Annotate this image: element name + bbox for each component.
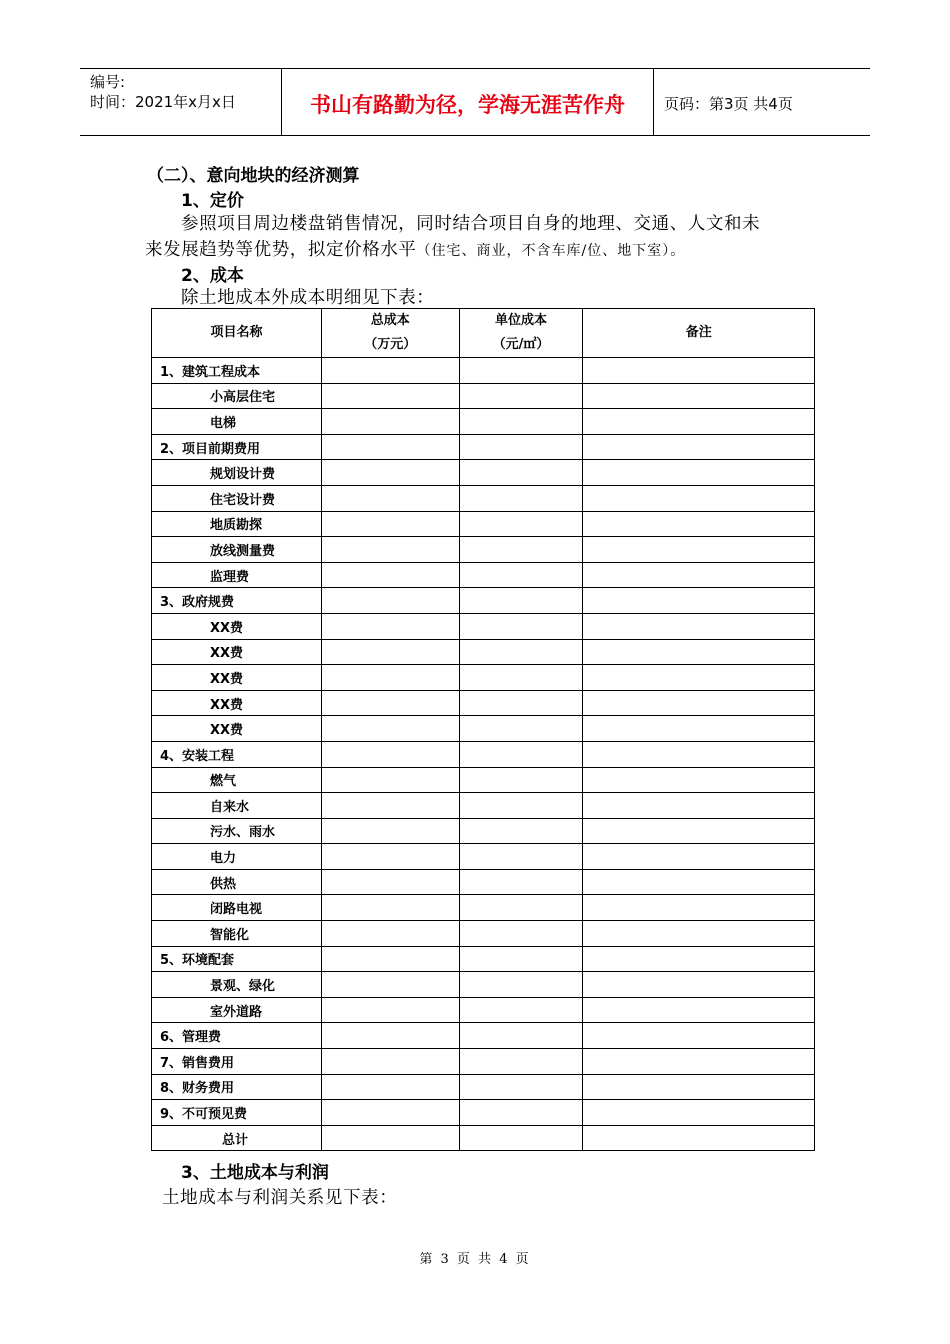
note-cell [583, 793, 815, 819]
unit-cost-cell [459, 639, 583, 665]
total-cost-cell [321, 1023, 459, 1049]
row-label: 1、建筑工程成本 [152, 358, 322, 384]
total-cost-cell [321, 383, 459, 409]
row-label: 地质勘探 [152, 511, 322, 537]
table-row [152, 460, 815, 486]
header-page-label: 页码：第3页 共4页 [664, 94, 793, 113]
land-heading: 3、土地成本与利润 [181, 1163, 329, 1183]
row-label: 智能化 [152, 921, 322, 947]
note-cell [583, 358, 815, 384]
table-row [152, 895, 815, 921]
unit-cost-cell [459, 690, 583, 716]
row-label: 自来水 [152, 793, 322, 819]
total-cost-cell [321, 537, 459, 563]
table-row [152, 716, 815, 742]
table-row [152, 1125, 815, 1151]
table-row [152, 921, 815, 947]
table-header-row [152, 309, 815, 358]
note-cell [583, 1074, 815, 1100]
note-cell [583, 1100, 815, 1126]
total-cost-cell [321, 895, 459, 921]
row-label: 供热 [152, 869, 322, 895]
note-cell [583, 690, 815, 716]
row-label: 污水、雨水 [152, 818, 322, 844]
row-label: 总计 [152, 1125, 322, 1151]
unit-cost-cell [459, 485, 583, 511]
table-row [152, 665, 815, 691]
table-row [152, 946, 815, 972]
unit-cost-cell [459, 741, 583, 767]
unit-cost-cell [459, 946, 583, 972]
page-footer: 第 3 页 共 4 页 [419, 1252, 531, 1267]
total-cost-cell [321, 997, 459, 1023]
note-cell [583, 434, 815, 460]
cost-table [151, 308, 815, 1151]
unit-cost-cell [459, 588, 583, 614]
total-cost-cell [321, 588, 459, 614]
row-label: XX费 [152, 716, 322, 742]
note-cell [583, 972, 815, 998]
table-row [152, 997, 815, 1023]
unit-cost-cell [459, 613, 583, 639]
row-label: 景观、绿化 [152, 972, 322, 998]
note-cell [583, 741, 815, 767]
unit-cost-cell [459, 358, 583, 384]
total-cost-cell [321, 716, 459, 742]
pricing-text-line2 [145, 236, 685, 261]
note-cell [583, 511, 815, 537]
total-cost-cell [321, 358, 459, 384]
row-label: 5、环境配套 [152, 946, 322, 972]
total-cost-cell [321, 1049, 459, 1075]
table-row [152, 1100, 815, 1126]
col-total-label: 总成本 [370, 313, 410, 328]
table-row [152, 358, 815, 384]
unit-cost-cell [459, 1100, 583, 1126]
total-cost-cell [321, 511, 459, 537]
unit-cost-cell [459, 1049, 583, 1075]
unit-cost-cell [459, 434, 583, 460]
row-label: 规划设计费 [152, 460, 322, 486]
total-cost-cell [321, 562, 459, 588]
total-cost-cell [321, 844, 459, 870]
row-label: 7、销售费用 [152, 1049, 322, 1075]
note-cell [583, 997, 815, 1023]
table-row [152, 562, 815, 588]
pricing-text-main: 来发展趋势等优势，拟定价格水平 [145, 240, 417, 260]
note-cell [583, 383, 815, 409]
row-label: 4、安装工程 [152, 741, 322, 767]
total-cost-cell [321, 409, 459, 435]
note-cell [583, 665, 815, 691]
row-label: 3、政府规费 [152, 588, 322, 614]
total-cost-cell [321, 741, 459, 767]
total-cost-cell [321, 793, 459, 819]
row-label: 住宅设计费 [152, 485, 322, 511]
table-row [152, 793, 815, 819]
table-row [152, 613, 815, 639]
total-cost-cell [321, 972, 459, 998]
note-cell [583, 921, 815, 947]
table-row [152, 972, 815, 998]
col-name-header: 项目名称 [152, 309, 322, 358]
row-label: 监理费 [152, 562, 322, 588]
table-row [152, 511, 815, 537]
cost-heading: 2、成本 [181, 266, 244, 286]
row-label: 小高层住宅 [152, 383, 322, 409]
table-row [152, 434, 815, 460]
row-label: 2、项目前期费用 [152, 434, 322, 460]
unit-cost-cell [459, 972, 583, 998]
note-cell [583, 946, 815, 972]
row-label: 室外道路 [152, 997, 322, 1023]
note-cell [583, 588, 815, 614]
note-cell [583, 537, 815, 563]
section-title: （二）、意向地块的经济测算 [147, 166, 360, 186]
table-row [152, 741, 815, 767]
note-cell [583, 460, 815, 486]
col-unit-label: 单位成本 [495, 313, 548, 328]
page-header [80, 68, 870, 136]
header-motto: 书山有路勤为径，学海无涯苦作舟 [282, 69, 654, 135]
unit-cost-cell [459, 460, 583, 486]
row-label: 9、不可预见费 [152, 1100, 322, 1126]
row-label: 8、财务费用 [152, 1074, 322, 1100]
unit-cost-cell [459, 818, 583, 844]
table-row [152, 588, 815, 614]
table-row [152, 869, 815, 895]
col-note-header: 备注 [583, 309, 815, 358]
unit-cost-cell [459, 716, 583, 742]
table-row [152, 1023, 815, 1049]
total-cost-cell [321, 869, 459, 895]
note-cell [583, 767, 815, 793]
total-cost-cell [321, 1074, 459, 1100]
cost-intro: 除土地成本外成本明细见下表： [181, 288, 435, 308]
total-cost-cell [321, 485, 459, 511]
table-row [152, 818, 815, 844]
unit-cost-cell [459, 665, 583, 691]
row-label: XX费 [152, 613, 322, 639]
table-row [152, 409, 815, 435]
total-cost-cell [321, 665, 459, 691]
table-row [152, 639, 815, 665]
note-cell [583, 716, 815, 742]
row-label: 6、管理费 [152, 1023, 322, 1049]
row-label: 放线测量费 [152, 537, 322, 563]
table-row [152, 844, 815, 870]
unit-cost-cell [459, 562, 583, 588]
unit-cost-cell [459, 895, 583, 921]
total-cost-cell [321, 767, 459, 793]
col-total-header [321, 309, 459, 358]
unit-cost-cell [459, 511, 583, 537]
note-cell [583, 562, 815, 588]
table-row [152, 537, 815, 563]
pricing-text-note: （住宅、商业，不含车库/位、地下室）。 [416, 243, 686, 259]
note-cell [583, 613, 815, 639]
note-cell [583, 869, 815, 895]
note-cell [583, 639, 815, 665]
table-row [152, 690, 815, 716]
total-cost-cell [321, 613, 459, 639]
total-cost-cell [321, 1100, 459, 1126]
note-cell [583, 895, 815, 921]
unit-cost-cell [459, 767, 583, 793]
table-row [152, 1049, 815, 1075]
row-label: 闭路电视 [152, 895, 322, 921]
unit-cost-cell [459, 409, 583, 435]
col-total-unit: （万元） [364, 337, 417, 352]
note-cell [583, 844, 815, 870]
unit-cost-cell [459, 1125, 583, 1151]
row-label: 电力 [152, 844, 322, 870]
unit-cost-cell [459, 869, 583, 895]
row-label: XX费 [152, 690, 322, 716]
unit-cost-cell [459, 921, 583, 947]
pricing-text-line1: 参照项目周边楼盘销售情况，同时结合项目自身的地理、交通、人文和未 [181, 214, 761, 234]
table-row [152, 383, 815, 409]
header-meta [80, 69, 282, 135]
note-cell [583, 818, 815, 844]
unit-cost-cell [459, 1074, 583, 1100]
total-cost-cell [321, 460, 459, 486]
total-cost-cell [321, 690, 459, 716]
pricing-heading: 1、定价 [181, 191, 244, 211]
total-cost-cell [321, 921, 459, 947]
col-unit-unit: （元/㎡） [492, 337, 550, 352]
row-label: XX费 [152, 639, 322, 665]
table-row [152, 1074, 815, 1100]
unit-cost-cell [459, 537, 583, 563]
row-label: 燃气 [152, 767, 322, 793]
table-row [152, 485, 815, 511]
note-cell [583, 1023, 815, 1049]
row-label: XX费 [152, 665, 322, 691]
col-unit-header [459, 309, 583, 358]
unit-cost-cell [459, 793, 583, 819]
table-row [152, 767, 815, 793]
unit-cost-cell [459, 1023, 583, 1049]
date-label: 时间：2021年x月x日 [90, 93, 236, 111]
total-cost-cell [321, 434, 459, 460]
row-label: 电梯 [152, 409, 322, 435]
unit-cost-cell [459, 383, 583, 409]
total-cost-cell [321, 818, 459, 844]
land-intro: 土地成本与利润关系见下表： [162, 1188, 398, 1208]
note-cell [583, 1125, 815, 1151]
note-cell [583, 409, 815, 435]
total-cost-cell [321, 639, 459, 665]
note-cell [583, 485, 815, 511]
code-label: 编号: [90, 73, 126, 91]
note-cell [583, 1049, 815, 1075]
cost-table-body [152, 358, 815, 1151]
unit-cost-cell [459, 844, 583, 870]
total-cost-cell [321, 1125, 459, 1151]
unit-cost-cell [459, 997, 583, 1023]
total-cost-cell [321, 946, 459, 972]
